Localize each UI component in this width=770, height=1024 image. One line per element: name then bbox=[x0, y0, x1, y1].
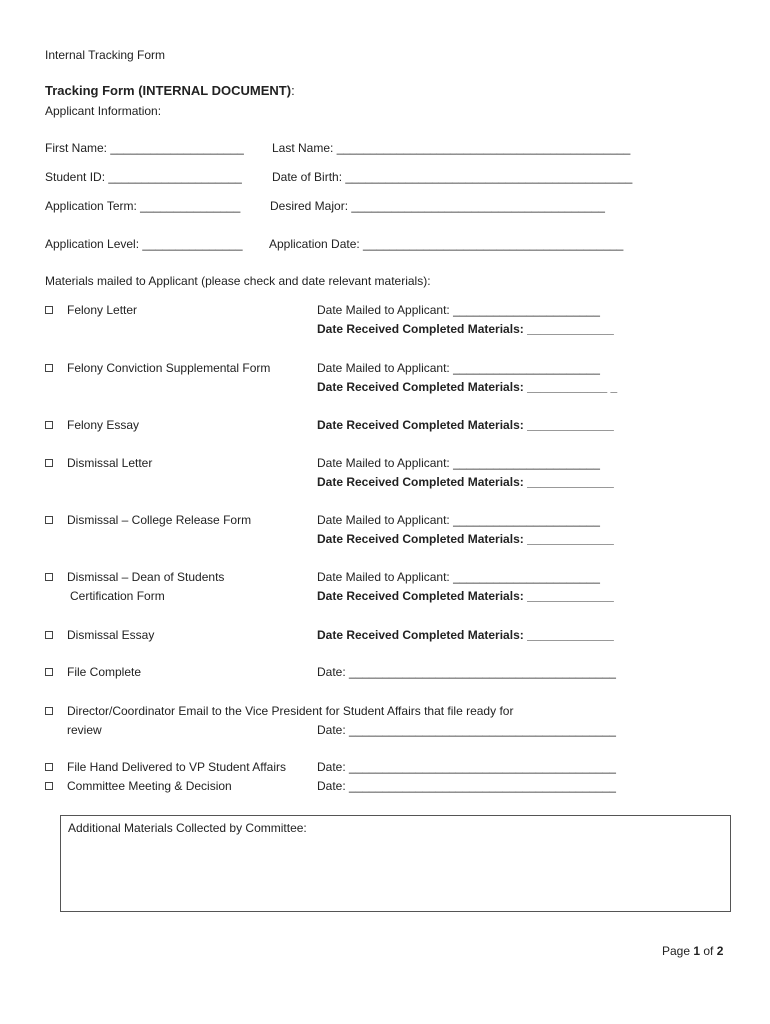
page-total: 2 bbox=[716, 944, 724, 958]
additional-materials-box[interactable] bbox=[60, 815, 731, 912]
form-title-colon: : bbox=[291, 83, 295, 98]
form-title: Tracking Form (INTERNAL DOCUMENT) bbox=[45, 83, 292, 98]
date-mailed-felony-conviction-form[interactable]: Date Mailed to Applicant: ______________________ bbox=[317, 361, 600, 375]
checkbox-file-complete[interactable] bbox=[45, 668, 53, 676]
date-mailed-dismissal-letter[interactable]: Date Mailed to Applicant: ______________________ bbox=[317, 456, 600, 470]
item-label-felony-letter: Felony Letter bbox=[67, 303, 138, 317]
section-applicant-heading: Applicant Information: bbox=[45, 104, 162, 118]
date-file-complete[interactable]: Date: ________________________________________ bbox=[317, 665, 616, 679]
date-committee-meeting[interactable]: Date: ________________________________________ bbox=[317, 779, 616, 793]
date-of-birth-field[interactable]: Date of Birth: ___________________________________________ bbox=[272, 170, 633, 184]
form-title-line bbox=[45, 83, 295, 99]
date-received-felony-letter[interactable]: Date Received Completed Materials: _____________ bbox=[317, 322, 614, 336]
checkbox-director-email[interactable] bbox=[45, 707, 53, 715]
date-received-college-release-form[interactable]: Date Received Completed Materials: _____________ bbox=[317, 532, 614, 546]
date-mailed-dean-certification-form[interactable]: Date Mailed to Applicant: ______________________ bbox=[317, 570, 600, 584]
item-label-dean-certification-form-line2: Certification Form bbox=[70, 589, 165, 603]
checkbox-felony-letter[interactable] bbox=[45, 306, 53, 314]
item-label-felony-essay: Felony Essay bbox=[67, 418, 140, 432]
page-current: 1 bbox=[693, 944, 701, 958]
date-received-dismissal-essay[interactable]: Date Received Completed Materials: _____________ bbox=[317, 628, 614, 642]
section-materials-heading: Materials mailed to Applicant (please check and date relevant materials): bbox=[45, 274, 431, 288]
first-name-field[interactable]: First Name: ____________________ bbox=[45, 141, 244, 155]
additional-materials-label: Additional Materials Collected by Committee: bbox=[68, 821, 307, 835]
page-of: of bbox=[700, 944, 717, 958]
item-label-college-release-form: Dismissal – College Release Form bbox=[67, 513, 252, 527]
item-label-committee-meeting: Committee Meeting & Decision bbox=[67, 779, 232, 793]
checkbox-felony-essay[interactable] bbox=[45, 421, 53, 429]
item-label-dismissal-letter: Dismissal Letter bbox=[67, 456, 153, 470]
date-director-email[interactable]: Date: ________________________________________ bbox=[317, 723, 616, 737]
desired-major-field[interactable]: Desired Major: ______________________________________ bbox=[270, 199, 605, 213]
item-label-file-hand-delivered: File Hand Delivered to VP Student Affairs bbox=[67, 760, 287, 774]
item-label-file-complete: File Complete bbox=[67, 665, 142, 679]
application-term-field[interactable]: Application Term: _______________ bbox=[45, 199, 241, 213]
date-mailed-college-release-form[interactable]: Date Mailed to Applicant: ______________________ bbox=[317, 513, 600, 527]
item-label-dean-certification-form: Dismissal – Dean of Students bbox=[67, 570, 225, 584]
item-label-dismissal-essay: Dismissal Essay bbox=[67, 628, 155, 642]
application-date-field[interactable]: Application Date: _______________________________________ bbox=[269, 237, 624, 251]
date-mailed-felony-letter[interactable]: Date Mailed to Applicant: ______________________ bbox=[317, 303, 600, 317]
item-label-director-email: Director/Coordinator Email to the Vice President for Student Affairs that file ready for bbox=[67, 704, 514, 718]
checkbox-dismissal-essay[interactable] bbox=[45, 631, 53, 639]
checkbox-file-hand-delivered[interactable] bbox=[45, 763, 53, 771]
last-name-field[interactable]: Last Name: ____________________________________________ bbox=[272, 141, 631, 155]
checkbox-committee-meeting[interactable] bbox=[45, 782, 53, 790]
date-received-dean-certification-form[interactable]: Date Received Completed Materials: _____________ bbox=[317, 589, 614, 603]
page-number bbox=[662, 943, 723, 959]
application-level-field[interactable]: Application Level: _______________ bbox=[45, 237, 243, 251]
item-label-felony-conviction-form: Felony Conviction Supplemental Form bbox=[67, 361, 271, 375]
checkbox-felony-conviction-form[interactable] bbox=[45, 364, 53, 372]
checkbox-dismissal-letter[interactable] bbox=[45, 459, 53, 467]
date-received-felony-essay[interactable]: Date Received Completed Materials: _____________ bbox=[317, 418, 614, 432]
date-received-felony-conviction-form[interactable]: Date Received Completed Materials: ____________ _ bbox=[317, 380, 618, 394]
item-label-director-email-line2: review bbox=[67, 723, 102, 737]
student-id-field[interactable]: Student ID: ____________________ bbox=[45, 170, 242, 184]
checkbox-dean-certification-form[interactable] bbox=[45, 573, 53, 581]
date-file-hand-delivered[interactable]: Date: ________________________________________ bbox=[317, 760, 616, 774]
checkbox-college-release-form[interactable] bbox=[45, 516, 53, 524]
page-prefix: Page bbox=[662, 944, 694, 958]
date-received-dismissal-letter[interactable]: Date Received Completed Materials: _____________ bbox=[317, 475, 614, 489]
running-header: Internal Tracking Form bbox=[45, 48, 166, 62]
